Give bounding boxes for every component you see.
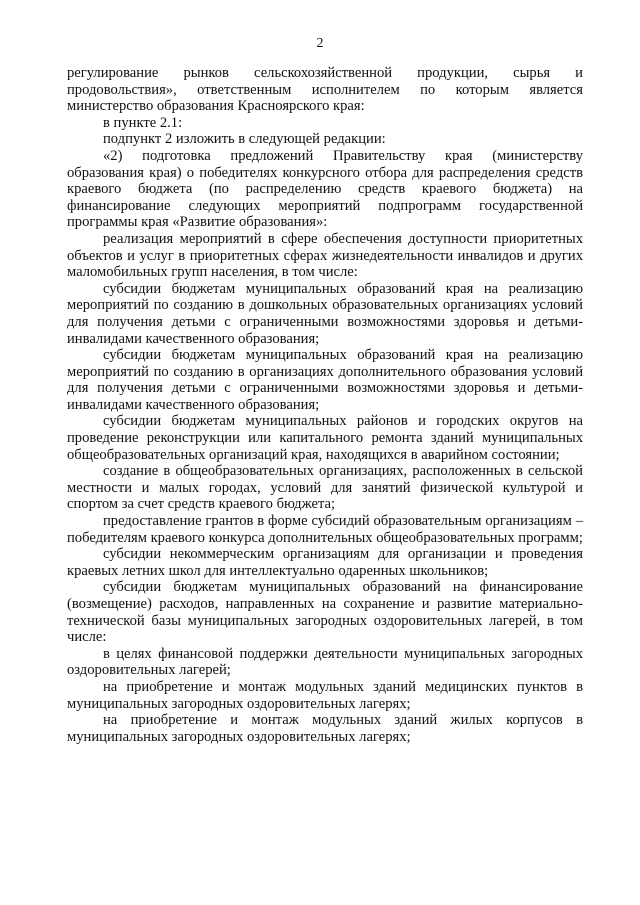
paragraph: создание в общеобразовательных организациях, расположенных в сельской местности и малых городах, условий для занятий физической культурой и спортом за счет средств краевого бюджета; xyxy=(67,463,583,513)
paragraph: субсидии бюджетам муниципальных образований края на реализацию мероприятий по созданию в дошкольных образовательных организациях условий для получения детьми с ограниченными возможностями здоровья и детьми-инвалидами качественного образования; xyxy=(67,280,583,347)
paragraph: на приобретение и монтаж модульных зданий медицинских пунктов в муниципальных загородных оздоровительных лагерях; xyxy=(67,678,583,712)
paragraph: подпункт 2 изложить в следующей редакции: xyxy=(103,131,386,148)
paragraph: субсидии бюджетам муниципальных образований края на реализацию мероприятий по созданию в организациях дополнительного образования условий для получения детьми с ограниченными возможностями здоровья и детьми-инвалидами качественного образования; xyxy=(67,347,583,413)
paragraph: субсидии некоммерческим организациям для организации и проведения краевых летних школ для интеллектуально одаренных школьников; xyxy=(67,546,583,579)
paragraph: «2) подготовка предложений Правительству края (министерству образования края) о победителях конкурсного отбора для распределения средств краевого бюджета (по распределению средств краевого бюджета) на финансирование следующих мероприятий подпрограмм государственной программы края «Развитие образования»: xyxy=(67,147,583,231)
paragraph: в целях финансовой поддержки деятельности муниципальных загородных оздоровительных лагерей; xyxy=(67,645,583,679)
paragraph: субсидии бюджетам муниципальных районов и городских округов на проведение реконструкции или капитального ремонта зданий муниципальных общеобразовательных организаций края, находящихся в аварийном состоянии; xyxy=(67,413,583,463)
paragraph: на приобретение и монтаж модульных зданий жилых корпусов в муниципальных загородных оздоровительных лагерях; xyxy=(67,712,583,745)
page-number: 2 xyxy=(316,36,324,51)
paragraph: субсидии бюджетам муниципальных образований на финансирование (возмещение) расходов, направленных на сохранение и развитие материально-технической базы муниципальных загородных оздоровительных лагерей, в том числе: xyxy=(67,579,583,646)
paragraph: реализация мероприятий в сфере обеспечения доступности приоритетных объектов и услуг в приоритетных сферах жизнедеятельности инвалидов и других маломобильных групп населения, в том числе: xyxy=(67,230,583,281)
paragraph: регулирование рынков сельскохозяйственной продукции, сырья и продовольствия», ответственным исполнителем по которым является министерство образования Красноярского края: xyxy=(67,65,583,115)
document-body xyxy=(67,65,583,745)
paragraph: предоставление грантов в форме субсидий образовательным организациям – победителям краевого конкурса дополнительных общеобразовательных программ; xyxy=(67,513,583,546)
paragraph: в пункте 2.1: xyxy=(103,114,183,131)
